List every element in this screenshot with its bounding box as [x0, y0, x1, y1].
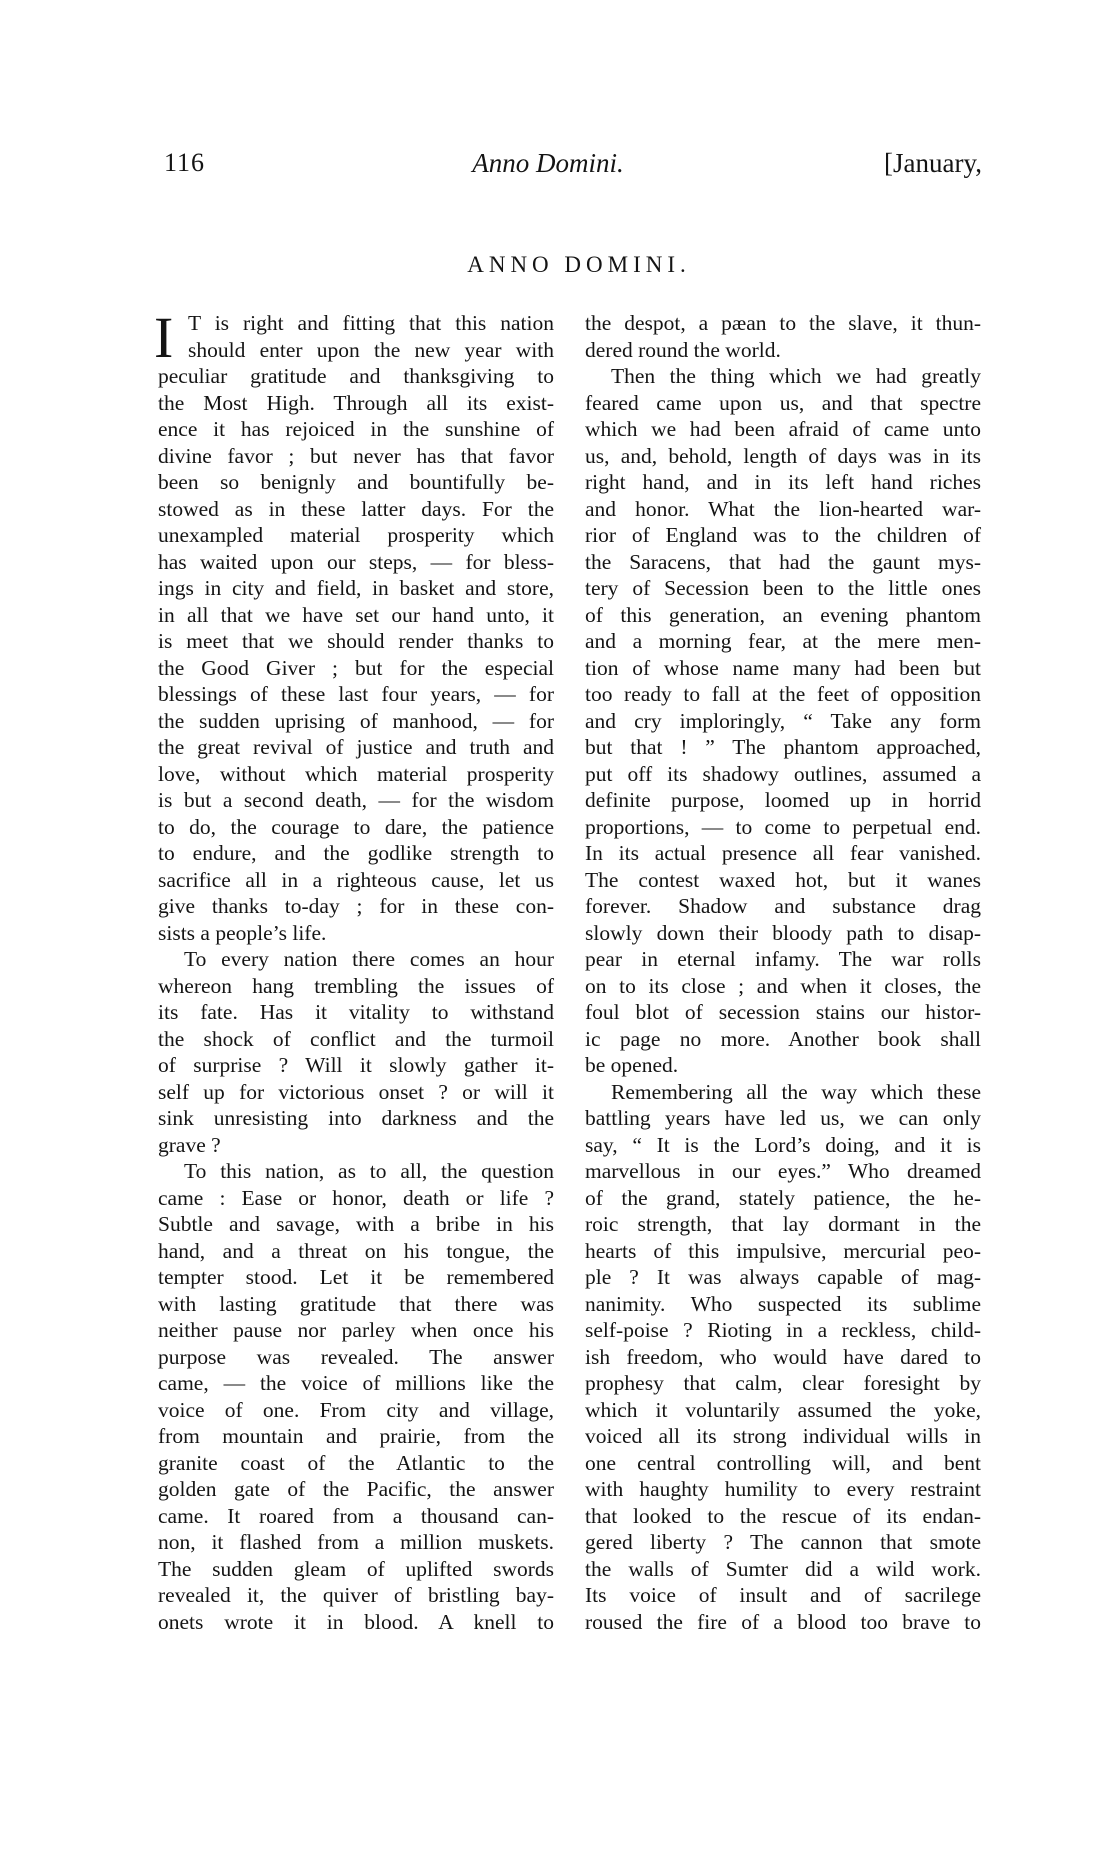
text-line: which it voluntarily assumed the yoke, — [585, 1397, 981, 1422]
text-line: voiced all its strong individual wills in — [585, 1424, 981, 1448]
text-line: came. It roared from a thousand can- — [158, 1503, 554, 1528]
text-line: in all that we have set our hand unto, it — [158, 602, 554, 627]
text-line: roused the fire of a blood too brave to — [585, 1609, 981, 1634]
text-line: unexampled material prosperity which — [158, 523, 554, 547]
text-line: foul blot of secession stains our histor- — [585, 1000, 981, 1024]
text-line: divine favor ; but never has that favor — [158, 443, 554, 468]
text-line: came : Ease or honor, death or life ? — [158, 1185, 554, 1210]
text-line: put off its shadowy outlines, assumed a — [585, 761, 981, 786]
text-line: voice of one. From city and village, — [158, 1397, 554, 1422]
text-line: been so benignly and bountifully be- — [158, 470, 554, 494]
text-line: say, “ It is the Lord’s doing, and it is — [585, 1132, 981, 1157]
text-line: To every nation there comes an hour — [184, 947, 554, 971]
text-line: dered round the world. — [585, 337, 781, 362]
text-line: prophesy that calm, clear foresight by — [585, 1371, 981, 1395]
text-line: blessings of these last four years, — for — [158, 682, 554, 706]
text-line: the Saracens, that had the gaunt mys- — [585, 549, 981, 574]
text-line: of this generation, an evening phantom — [585, 602, 981, 627]
text-line: which we had been afraid of came unto — [585, 417, 981, 441]
text-line: should enter upon the new year with — [188, 337, 554, 362]
text-line: tempter stood. Let it be remembered — [158, 1265, 554, 1289]
text-line: love, without which material prosperity — [158, 761, 554, 786]
running-head — [0, 148, 1096, 182]
text-line: slowly down their bloody path to disap- — [585, 920, 981, 945]
text-line: has waited upon our steps, — for bless- — [158, 549, 554, 574]
article-title: ANNO DOMINI. — [467, 252, 691, 277]
left-column — [154, 305, 554, 1635]
text-line: ish freedom, who would have dared to — [585, 1344, 981, 1369]
text-line: T is right and fitting that this nation — [188, 311, 554, 335]
text-line: came, — the voice of millions like the — [158, 1371, 554, 1395]
text-line: right hand, and in its left hand riches — [585, 470, 981, 494]
text-line: The sudden gleam of uplifted swords — [158, 1556, 554, 1581]
drop-cap: I — [154, 305, 174, 370]
text-line: ence it has rejoiced in the sunshine of — [158, 417, 554, 441]
right-column — [585, 310, 981, 1635]
text-line: hearts of this impulsive, mercurial peo- — [585, 1238, 981, 1263]
text-line: peculiar gratitude and thanksgiving to — [158, 364, 554, 388]
text-line: us, and, behold, length of days was in its — [585, 443, 981, 468]
text-line: of the grand, stately patience, the he- — [585, 1185, 981, 1210]
text-line: To this nation, as to all, the question — [184, 1159, 554, 1183]
text-line: rior of England was to the children of — [585, 523, 981, 547]
text-line: is but a second death, — for the wisdom — [158, 788, 554, 812]
text-line: pear in eternal infamy. The war rolls — [585, 947, 981, 971]
text-line: tion of whose name many had been but — [585, 655, 981, 680]
text-line: to endure, and the godlike strength to — [158, 841, 554, 865]
text-line: of surprise ? Will it slowly gather it- — [158, 1053, 554, 1077]
text-line: one central controlling will, and bent — [585, 1450, 981, 1475]
text-line: the Good Giver ; but for the especial — [158, 655, 554, 680]
text-line: the Most High. Through all its exist- — [158, 390, 554, 415]
text-line: but that ! ” The phantom approached, — [585, 735, 981, 759]
text-line: with haughty humility to every restraint — [585, 1477, 981, 1501]
text-line: Then the thing which we had greatly — [611, 364, 981, 388]
text-line: forever. Shadow and substance drag — [585, 894, 981, 918]
text-line: Subtle and savage, with a bribe in his — [158, 1212, 554, 1236]
text-line: non, it flashed from a million muskets. — [158, 1530, 554, 1554]
text-line: self-poise ? Rioting in a reckless, child- — [585, 1318, 981, 1342]
text-line: hand, and a threat on his tongue, the — [158, 1238, 554, 1263]
text-line: ic page no more. Another book shall — [585, 1026, 981, 1051]
text-line: Its voice of insult and of sacrilege — [585, 1583, 981, 1607]
text-line: the walls of Sumter did a wild work. — [585, 1556, 981, 1581]
text-line: revealed it, the quiver of bristling bay- — [158, 1583, 554, 1607]
text-line: battling years have led us, we can only — [585, 1106, 981, 1130]
text-line: give thanks to-day ; for in these con- — [158, 894, 554, 918]
text-line: and cry imploringly, “ Take any form — [585, 708, 981, 733]
text-line: self up for victorious onset ? or will it — [158, 1079, 554, 1104]
text-line: definite purpose, loomed up in horrid — [585, 788, 981, 812]
text-line: ings in city and field, in basket and store, — [158, 576, 554, 600]
text-line: The contest waxed hot, but it wanes — [585, 867, 981, 892]
text-line: the sudden uprising of manhood, — for — [158, 708, 554, 733]
text-line: from mountain and prairie, from the — [158, 1424, 554, 1448]
running-month: [January, — [884, 148, 982, 178]
text-line: nanimity. Who suspected its sublime — [585, 1291, 981, 1316]
text-line: be opened. — [585, 1053, 679, 1077]
text-line: proportions, — to come to perpetual end. — [585, 814, 981, 839]
text-line: and a morning fear, at the mere men- — [585, 629, 981, 653]
text-line: sacrifice all in a righteous cause, let us — [158, 867, 554, 892]
text-line: sists a people’s life. — [158, 920, 327, 945]
text-line: the despot, a pæan to the slave, it thun- — [585, 311, 981, 335]
page-number: 116 — [164, 148, 206, 177]
text-line: feared came upon us, and that spectre — [585, 390, 981, 415]
text-line: too ready to fall at the feet of opposition — [585, 682, 981, 706]
text-line: onets wrote it in blood. A knell to — [158, 1609, 554, 1634]
text-line: is meet that we should render thanks to — [158, 629, 554, 653]
text-line: the great revival of justice and truth and — [158, 735, 554, 759]
text-line: sink unresisting into darkness and the — [158, 1106, 554, 1130]
text-line: purpose was revealed. The answer — [158, 1344, 554, 1369]
text-line: Remembering all the way which these — [611, 1079, 981, 1104]
text-line: that looked to the rescue of its endan- — [585, 1503, 981, 1528]
text-line: gered liberty ? The cannon that smote — [585, 1530, 981, 1554]
text-line: tery of Secession been to the little ones — [585, 576, 981, 600]
text-line: golden gate of the Pacific, the answer — [158, 1477, 554, 1501]
text-line: granite coast of the Atlantic to the — [158, 1450, 554, 1475]
text-line: whereon hang trembling the issues of — [158, 973, 554, 998]
text-line: neither pause nor parley when once his — [158, 1318, 554, 1342]
text-line: its fate. Has it vitality to withstand — [158, 1000, 554, 1024]
text-line: stowed as in these latter days. For the — [158, 496, 554, 521]
text-line: roic strength, that lay dormant in the — [585, 1212, 981, 1236]
text-line: In its actual presence all fear vanished. — [585, 841, 981, 865]
text-line: with lasting gratitude that there was — [158, 1291, 554, 1316]
running-title: Anno Domini. — [472, 148, 624, 178]
text-line: grave ? — [158, 1132, 221, 1157]
text-line: the shock of conflict and the turmoil — [158, 1026, 554, 1051]
text-line: marvellous in our eyes.” Who dreamed — [585, 1159, 981, 1183]
text-line: to do, the courage to dare, the patience — [158, 814, 554, 839]
text-line: and honor. What the lion-hearted war- — [585, 496, 981, 521]
text-line: ple ? It was always capable of mag- — [585, 1265, 981, 1289]
text-line: on to its close ; and when it closes, the — [585, 973, 981, 998]
